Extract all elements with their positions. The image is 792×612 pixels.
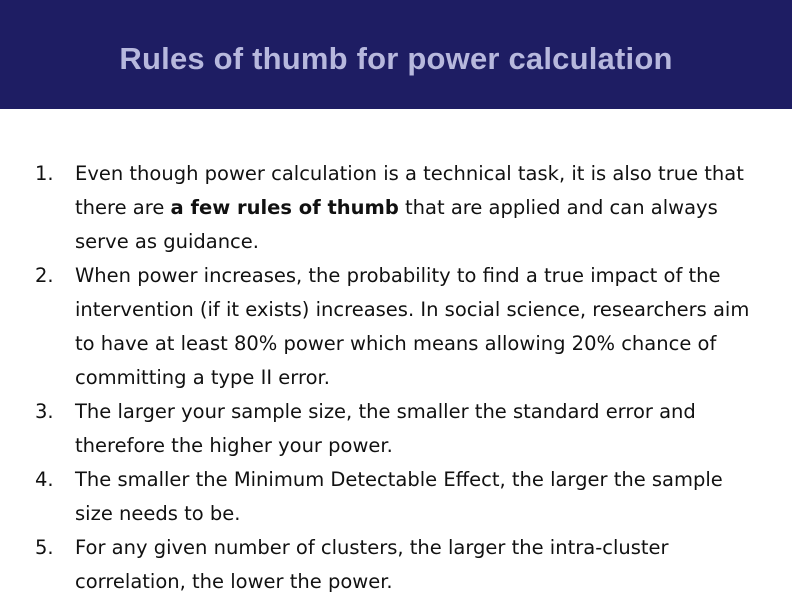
rule-text: The smaller the Minimum Detectable Effect, the larger the sample size needs to be. <box>75 468 723 525</box>
rule-number: 1. <box>35 162 54 185</box>
rule-item-5 <box>35 531 751 599</box>
rule-text: When power increases, the probability to find a true impact of the intervention (if it exists) increases. In social science, researchers aim to have at least 80% power which means allowing 20% chance of committing a type II error. <box>75 264 750 389</box>
rule-item-4 <box>35 463 751 531</box>
rule-number: 4. <box>35 468 54 491</box>
rule-text-part: Even though power calculation is a technical task, it is also true that there are <box>75 162 744 219</box>
rule-text <box>75 162 744 253</box>
rule-text: The larger your sample size, the smaller the standard error and therefore the higher your power. <box>75 400 696 457</box>
rule-text-part: that are applied and can always serve as guidance. <box>75 196 718 253</box>
rule-number: 2. <box>35 264 54 287</box>
slide-title: Rules of thumb for power calculation <box>119 40 673 76</box>
rules-list <box>35 157 751 599</box>
rule-number: 5. <box>35 536 54 559</box>
title-banner <box>0 0 792 109</box>
rule-number: 3. <box>35 400 54 423</box>
rule-text-bold: a few rules of thumb <box>170 196 399 219</box>
rule-item-1 <box>35 157 751 259</box>
rule-item-3 <box>35 395 751 463</box>
rule-text: For any given number of clusters, the larger the intra-cluster correlation, the lower the power. <box>75 536 669 593</box>
rule-item-2 <box>35 259 751 395</box>
